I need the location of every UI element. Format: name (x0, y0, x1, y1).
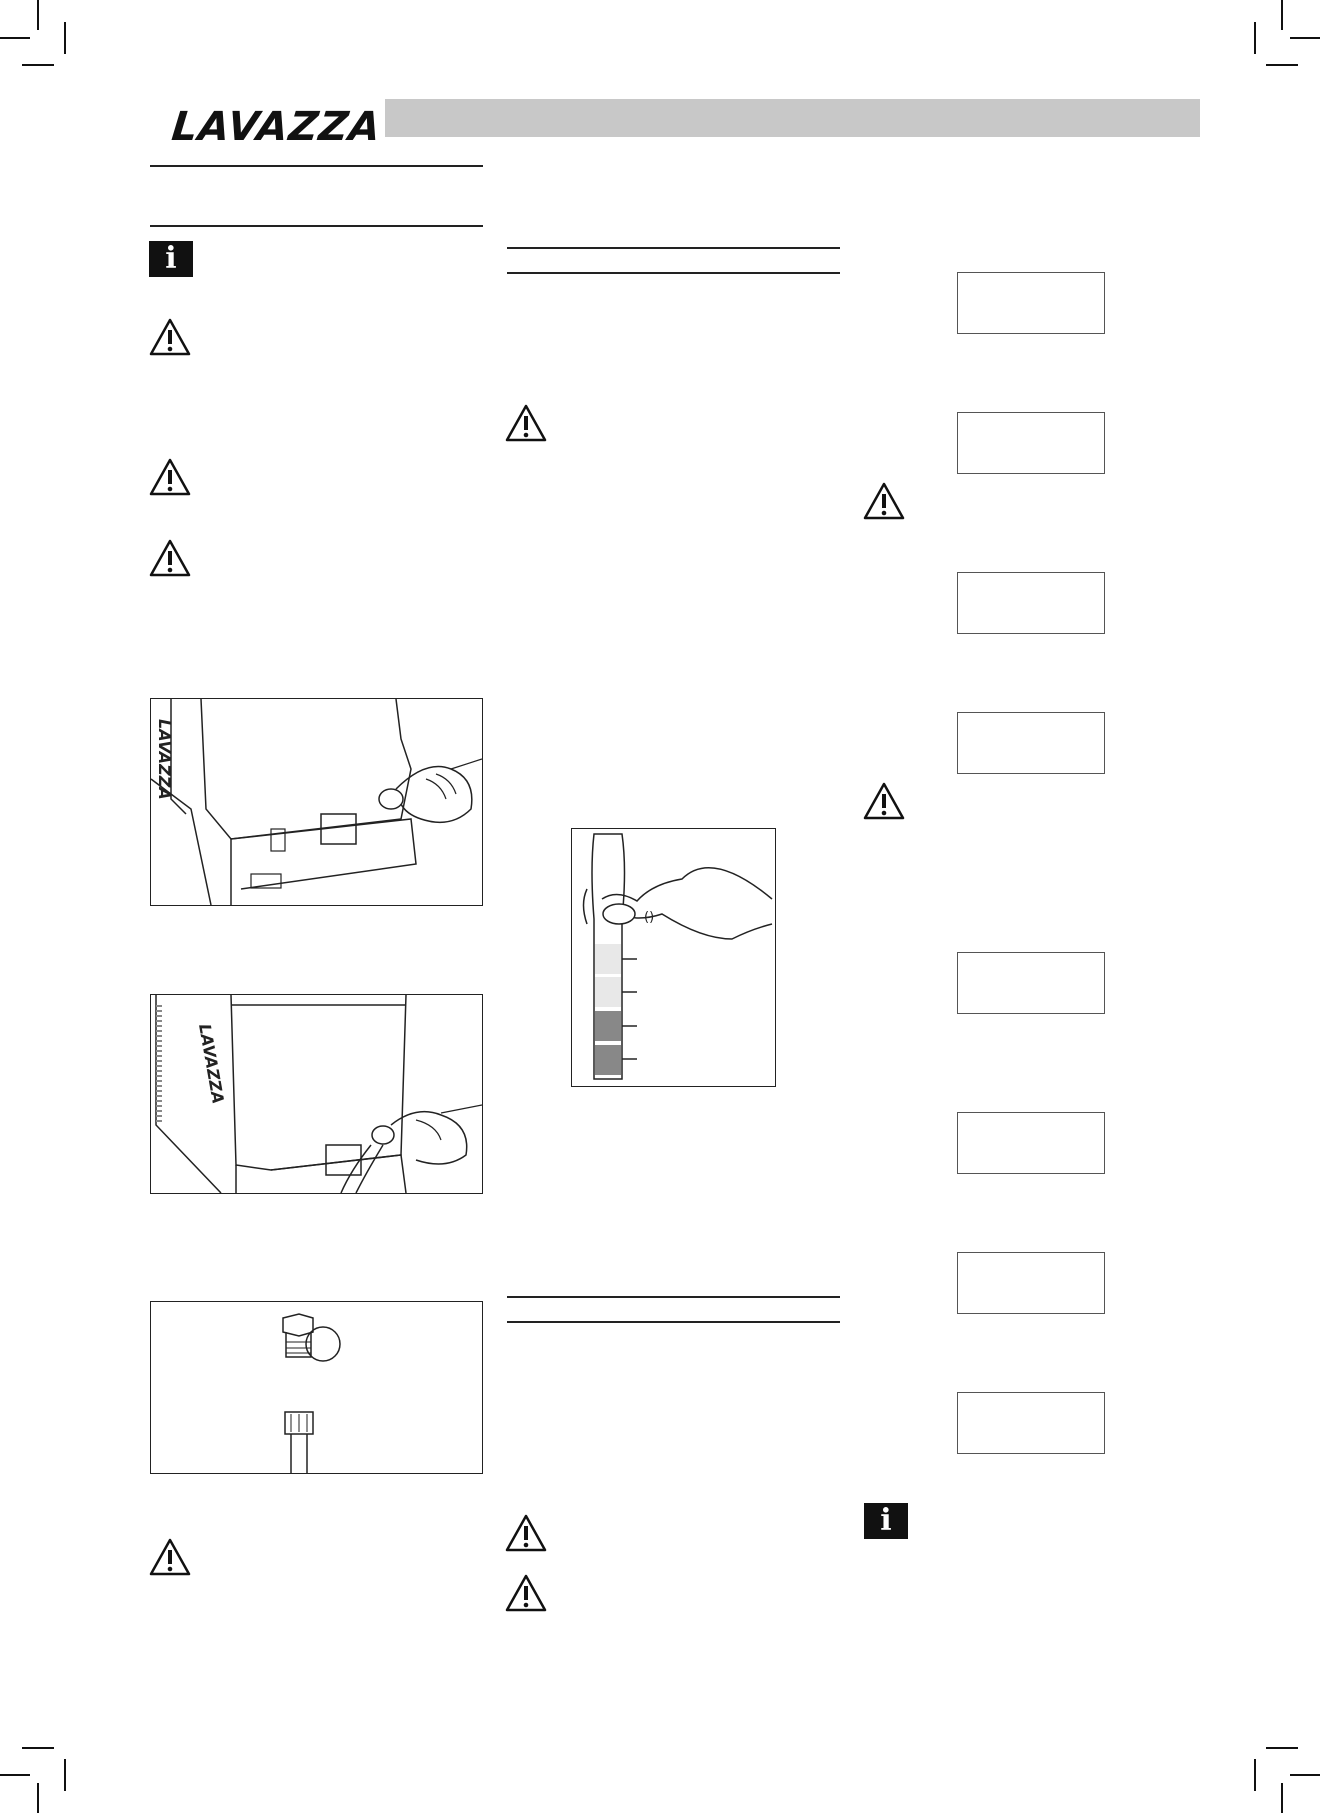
crop-mark (0, 37, 30, 39)
display-panel (957, 952, 1105, 1014)
crop-mark (37, 1783, 39, 1813)
test-strip-mark: () (644, 910, 655, 925)
crop-mark (1281, 0, 1283, 30)
svg-text:LAVAZZA: LAVAZZA (155, 719, 174, 800)
section-rule (150, 165, 483, 167)
warning-triangle-icon (149, 458, 191, 496)
crop-mark (22, 64, 54, 66)
warning-triangle-icon (863, 782, 905, 820)
warning-triangle-icon (505, 1514, 547, 1552)
warning-triangle-icon (505, 404, 547, 442)
machine-rear-tap-figure (150, 698, 483, 906)
crop-mark (22, 1747, 54, 1749)
header-bar (385, 99, 1200, 137)
display-panel (957, 1392, 1105, 1454)
section-rule (507, 1321, 840, 1323)
crop-mark (1254, 22, 1256, 54)
machine-hose-connection-figure (150, 994, 483, 1194)
display-panel (957, 572, 1105, 634)
crop-mark (1281, 1783, 1283, 1813)
crop-mark (1266, 64, 1298, 66)
display-panel (957, 1112, 1105, 1174)
crop-mark (64, 1759, 66, 1791)
warning-triangle-icon (505, 1574, 547, 1612)
tap-and-hose-fitting-figure (150, 1301, 483, 1474)
section-rule (507, 247, 840, 249)
section-rule (507, 272, 840, 274)
lavazza-logo: LAVAZZA (169, 104, 384, 150)
crop-mark (0, 1774, 30, 1776)
warning-triangle-icon (149, 1538, 191, 1576)
display-panel (957, 272, 1105, 334)
warning-triangle-icon (863, 482, 905, 520)
crop-mark (64, 22, 66, 54)
display-panel (957, 412, 1105, 474)
water-hardness-strip-figure (571, 828, 776, 1087)
svg-text:LAVAZZA: LAVAZZA (195, 1022, 228, 1106)
warning-triangle-icon (149, 318, 191, 356)
info-icon: i (864, 1503, 908, 1539)
crop-mark (1290, 37, 1320, 39)
crop-mark (37, 0, 39, 30)
crop-mark (1254, 1759, 1256, 1791)
section-rule (150, 225, 483, 227)
section-rule (507, 1296, 840, 1298)
crop-mark (1266, 1747, 1298, 1749)
crop-mark (1290, 1774, 1320, 1776)
info-icon: i (149, 241, 193, 277)
warning-triangle-icon (149, 539, 191, 577)
display-panel (957, 712, 1105, 774)
display-panel (957, 1252, 1105, 1314)
